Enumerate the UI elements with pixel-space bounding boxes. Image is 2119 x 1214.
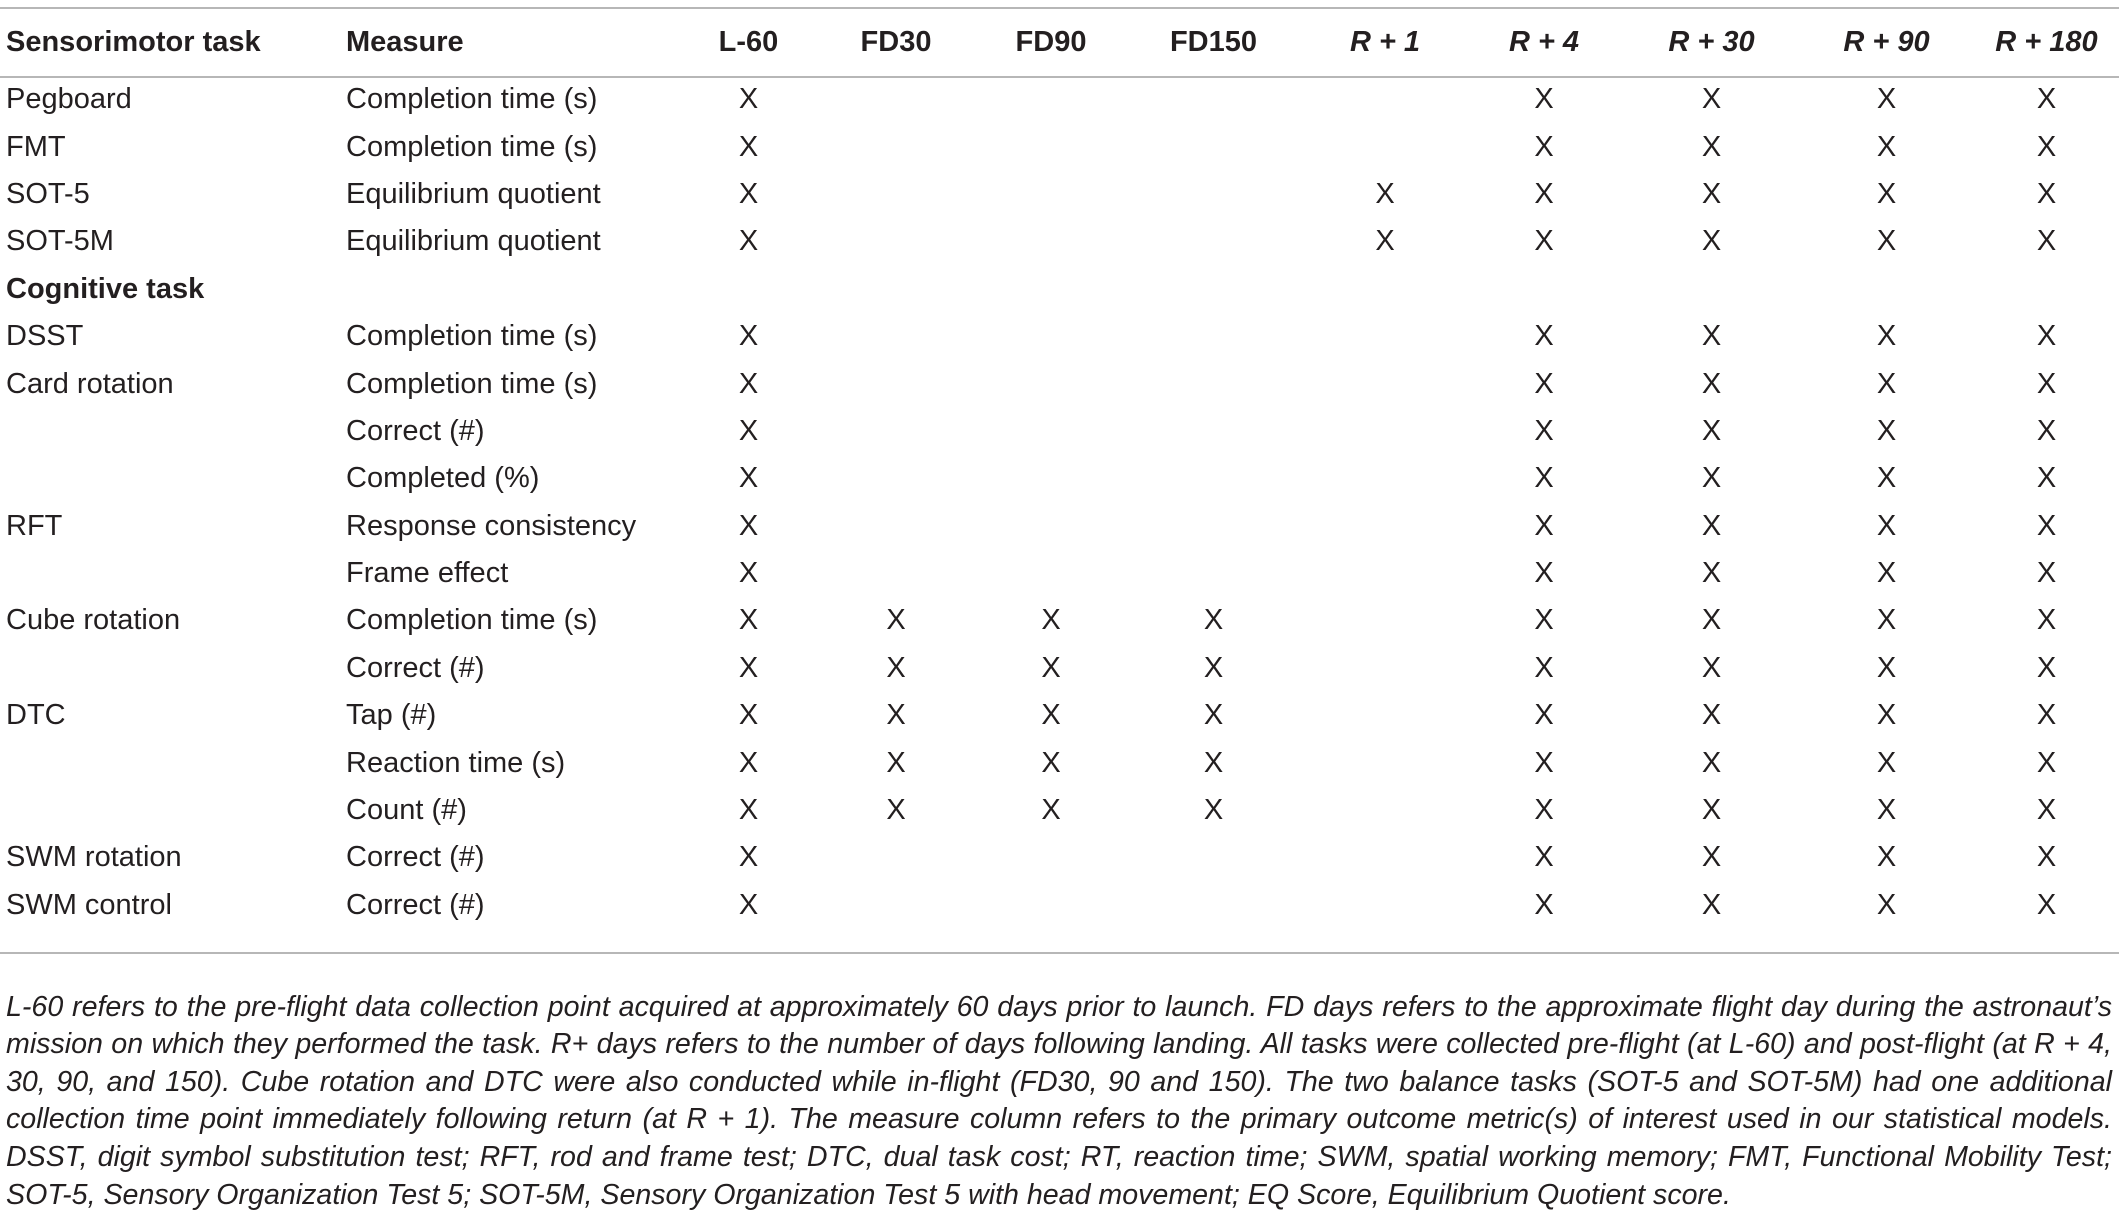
mark-cell (1306, 597, 1464, 644)
table-row (0, 313, 2119, 360)
mark-cell: X (738, 841, 759, 874)
cognitive-body (0, 313, 2119, 929)
mark-cell: X (1701, 651, 1722, 684)
measure-cell: Completion time (s) (346, 320, 598, 353)
task-cell: SWM control (6, 888, 172, 921)
mark-cell: X (1375, 225, 1395, 258)
mark-cell: X (1203, 746, 1224, 779)
header-timepoint: R + 1 (1349, 26, 1421, 58)
mark-cell: X (1534, 604, 1554, 637)
mark-cell: X (738, 604, 759, 637)
header-timepoint: FD30 (860, 26, 932, 58)
mark-cell (1121, 313, 1306, 360)
table-row (0, 882, 2119, 929)
mark-cell: X (1534, 841, 1554, 874)
mark-cell: X (1534, 83, 1554, 116)
mark-cell (1306, 550, 1464, 597)
mark-cell: X (2036, 746, 2057, 779)
mark-cell: X (1534, 414, 1554, 447)
mark-cell: X (2036, 225, 2057, 258)
mark-cell (1121, 550, 1306, 597)
mark-cell: X (738, 462, 759, 495)
mark-cell: X (738, 699, 759, 732)
header-timepoint: R + 90 (1843, 26, 1930, 58)
mark-cell: X (1876, 130, 1897, 163)
header-row (0, 9, 2119, 76)
task-cell (0, 550, 346, 597)
mark-cell (981, 550, 1121, 597)
mark-cell (1306, 360, 1464, 407)
mark-cell: X (1701, 83, 1722, 116)
mark-cell: X (1701, 746, 1722, 779)
mark-cell: X (886, 651, 906, 684)
mark-cell (811, 455, 981, 502)
mark-cell (811, 76, 981, 123)
mark-cell: X (2036, 841, 2057, 874)
mark-cell (1306, 882, 1464, 929)
mark-cell (981, 503, 1121, 550)
measure-cell: Correct (#) (346, 888, 485, 921)
mark-cell (981, 123, 1121, 170)
task-cell: DSST (6, 320, 84, 353)
header-timepoint: R + 30 (1668, 26, 1755, 58)
mark-cell (1306, 739, 1464, 786)
mark-cell: X (738, 83, 759, 116)
mark-cell: X (1203, 651, 1224, 684)
table-row (0, 123, 2119, 170)
mark-cell: X (2036, 462, 2057, 495)
mark-cell: X (1701, 414, 1722, 447)
task-cell: SWM rotation (6, 841, 182, 874)
table-footnote: L-60 refers to the pre-flight data collection point acquired at approximately 60 days prior to launch. FD days refers to the approximate flight day during the astronaut’s mission on which they performed the task. R+ days refers to the number of days following landing. All tasks were collected pre-flight (at L-60) and post-flight (at R + 4, 30, 90, and 150). Cube rotation and DTC were also conducted while in-flight (FD30, 90 and 150). The two balance tasks (SOT-5 and SOT-5M) had one additional collection time point immediately following return (at R + 1). The measure column refers to the primary outcome metric(s) of interest used in our statistical models. DSST, digit symbol substitution test; RFT, rod and frame test; DTC, dual task cost; RT, reaction time; SWM, spatial working memory; FMT, Functional Mobility Test; SOT-5, Sensory Organization Test 5; SOT-5M, Sensory Organization Test 5 with head movement; EQ Score, Equilibrium Quotient score. (6, 990, 2112, 1211)
mark-cell (981, 171, 1121, 218)
mark-cell: X (1203, 699, 1224, 732)
measure-cell: Response consistency (346, 509, 637, 542)
mark-cell (1121, 218, 1306, 265)
task-cell: Cube rotation (6, 604, 181, 637)
mark-cell (981, 313, 1121, 360)
mark-cell: X (1203, 604, 1224, 637)
measure-cell: Correct (#) (346, 414, 485, 447)
mark-cell: X (1876, 462, 1897, 495)
section-row (0, 266, 2119, 313)
measure-cell: Completion time (s) (346, 604, 598, 637)
mark-cell: X (738, 130, 759, 163)
task-cell: SOT-5 (6, 177, 90, 210)
table-row (0, 218, 2119, 265)
measure-cell: Completion time (s) (346, 367, 598, 400)
mark-cell (1121, 834, 1306, 881)
mark-cell: X (1701, 320, 1722, 353)
mark-cell (811, 123, 981, 170)
mark-cell: X (1701, 462, 1722, 495)
mark-cell: X (2036, 699, 2057, 732)
mark-cell (981, 882, 1121, 929)
mark-cell: X (738, 414, 759, 447)
mark-cell: X (1876, 794, 1897, 827)
mark-cell: X (2036, 177, 2057, 210)
header-measure: Measure (346, 26, 464, 58)
measure-cell: Correct (#) (346, 841, 485, 874)
mark-cell: X (738, 651, 759, 684)
mark-cell (1306, 76, 1464, 123)
mark-cell: X (2036, 367, 2057, 400)
table-row (0, 408, 2119, 455)
mark-cell: X (738, 509, 759, 542)
mark-cell: X (886, 794, 906, 827)
mark-cell (1306, 645, 1464, 692)
measure-cell: Reaction time (s) (346, 746, 566, 779)
schedule-table (0, 9, 2119, 929)
table-row (0, 503, 2119, 550)
mark-cell (981, 360, 1121, 407)
header-timepoint: R + 180 (1995, 26, 2098, 58)
mark-cell (1306, 408, 1464, 455)
mark-cell: X (1876, 509, 1897, 542)
measure-cell: Correct (#) (346, 651, 485, 684)
section-heading: Cognitive task (6, 272, 205, 305)
mark-cell: X (1534, 367, 1554, 400)
mark-cell: X (2036, 320, 2057, 353)
task-cell: RFT (6, 509, 63, 542)
mark-cell: X (1876, 557, 1897, 590)
mark-cell: X (1534, 177, 1554, 210)
table-row (0, 739, 2119, 786)
mark-cell: X (1876, 225, 1897, 258)
mark-cell: X (1876, 604, 1897, 637)
mark-cell: X (738, 225, 759, 258)
mark-cell (1121, 882, 1306, 929)
sensorimotor-body (0, 76, 2119, 266)
mark-cell: X (1701, 699, 1722, 732)
header-timepoint: FD150 (1169, 26, 1258, 58)
mark-cell: X (1701, 367, 1722, 400)
mark-cell: X (1041, 746, 1061, 779)
mark-cell: X (2036, 888, 2057, 921)
mark-cell: X (1041, 794, 1061, 827)
mark-cell: X (738, 888, 759, 921)
table-row (0, 787, 2119, 834)
table-row (0, 455, 2119, 502)
mark-cell: X (1701, 225, 1722, 258)
mark-cell (1306, 834, 1464, 881)
mark-cell: X (1534, 794, 1554, 827)
mark-cell (1306, 787, 1464, 834)
mark-cell: X (1041, 651, 1061, 684)
table-row (0, 550, 2119, 597)
mark-cell (811, 882, 981, 929)
mark-cell (981, 218, 1121, 265)
mark-cell: X (2036, 83, 2057, 116)
mark-cell: X (738, 794, 759, 827)
measure-cell: Completion time (s) (346, 83, 598, 116)
mark-cell: X (1701, 509, 1722, 542)
mark-cell: X (1876, 888, 1897, 921)
table-row (0, 76, 2119, 123)
mark-cell (1306, 313, 1464, 360)
mark-cell (811, 313, 981, 360)
mark-cell: X (1876, 177, 1897, 210)
mark-cell: X (1041, 604, 1061, 637)
measure-cell: Equilibrium quotient (346, 225, 601, 258)
mark-cell: X (738, 177, 759, 210)
task-cell (0, 455, 346, 502)
mark-cell (811, 218, 981, 265)
mark-cell (1306, 503, 1464, 550)
mark-cell: X (1203, 794, 1224, 827)
bottom-rule (0, 952, 2119, 954)
header-timepoint: R + 4 (1508, 26, 1580, 58)
table-row (0, 171, 2119, 218)
mark-cell (811, 550, 981, 597)
mark-cell (981, 455, 1121, 502)
mark-cell: X (1534, 509, 1554, 542)
mark-cell: X (886, 746, 906, 779)
mark-cell (811, 360, 981, 407)
mark-cell (811, 408, 981, 455)
mark-cell (981, 76, 1121, 123)
mark-cell (811, 171, 981, 218)
table-row (0, 692, 2119, 739)
header-timepoint: L-60 (718, 26, 779, 58)
mark-cell: X (886, 604, 906, 637)
mark-cell: X (1876, 699, 1897, 732)
task-cell: FMT (6, 130, 66, 163)
mark-cell: X (738, 367, 759, 400)
task-cell: DTC (6, 699, 66, 732)
mark-cell: X (1876, 83, 1897, 116)
measure-cell: Completed (%) (346, 462, 540, 495)
mark-cell (811, 834, 981, 881)
mark-cell (1121, 455, 1306, 502)
mark-cell (811, 503, 981, 550)
table-row (0, 360, 2119, 407)
mark-cell: X (1876, 414, 1897, 447)
measure-cell: Count (#) (346, 794, 467, 827)
mark-cell: X (1534, 130, 1554, 163)
table-row (0, 597, 2119, 644)
mark-cell: X (738, 746, 759, 779)
mark-cell (981, 834, 1121, 881)
mark-cell: X (1701, 557, 1722, 590)
mark-cell: X (2036, 414, 2057, 447)
mark-cell: X (1876, 746, 1897, 779)
task-cell: Pegboard (6, 83, 132, 116)
task-cell: SOT-5M (6, 225, 114, 258)
mark-cell: X (1534, 651, 1554, 684)
measure-cell: Equilibrium quotient (346, 177, 601, 210)
task-cell: Card rotation (6, 367, 174, 400)
mark-cell: X (738, 557, 759, 590)
task-cell (0, 787, 346, 834)
table-row (0, 645, 2119, 692)
mark-cell: X (2036, 557, 2057, 590)
mark-cell (1121, 503, 1306, 550)
mark-cell: X (738, 320, 759, 353)
mark-cell (1121, 76, 1306, 123)
mark-cell: X (1701, 841, 1722, 874)
mark-cell: X (1701, 888, 1722, 921)
mark-cell (1121, 171, 1306, 218)
mark-cell: X (1041, 699, 1061, 732)
mark-cell: X (2036, 794, 2057, 827)
mark-cell: X (1701, 794, 1722, 827)
mark-cell (1306, 123, 1464, 170)
mark-cell: X (1534, 746, 1554, 779)
mark-cell: X (1876, 841, 1897, 874)
measure-cell: Tap (#) (346, 699, 437, 732)
mark-cell: X (2036, 130, 2057, 163)
mark-cell: X (1534, 699, 1554, 732)
mark-cell: X (1701, 177, 1722, 210)
task-cell (0, 739, 346, 786)
mark-cell: X (1876, 367, 1897, 400)
mark-cell: X (1534, 320, 1554, 353)
mark-cell: X (2036, 509, 2057, 542)
mark-cell: X (2036, 651, 2057, 684)
mark-cell: X (1701, 604, 1722, 637)
header-timepoint: FD90 (1015, 26, 1087, 58)
measure-cell: Completion time (s) (346, 130, 598, 163)
mark-cell: X (1534, 557, 1554, 590)
task-cell (0, 408, 346, 455)
mark-cell: X (1534, 888, 1554, 921)
header-task: Sensorimotor task (6, 26, 261, 58)
mark-cell: X (1534, 462, 1554, 495)
task-cell (0, 645, 346, 692)
mark-cell (1306, 692, 1464, 739)
section-row-body (0, 266, 2119, 313)
mark-cell (1121, 123, 1306, 170)
table-row (0, 834, 2119, 881)
mark-cell (1121, 360, 1306, 407)
mark-cell: X (886, 699, 906, 732)
mark-cell (1306, 455, 1464, 502)
measure-cell: Frame effect (346, 557, 509, 590)
mark-cell: X (1876, 651, 1897, 684)
mark-cell: X (1375, 177, 1395, 210)
mark-cell: X (2036, 604, 2057, 637)
mark-cell: X (1876, 320, 1897, 353)
mark-cell: X (1701, 130, 1722, 163)
mark-cell (1121, 408, 1306, 455)
mark-cell (981, 408, 1121, 455)
mark-cell: X (1534, 225, 1554, 258)
